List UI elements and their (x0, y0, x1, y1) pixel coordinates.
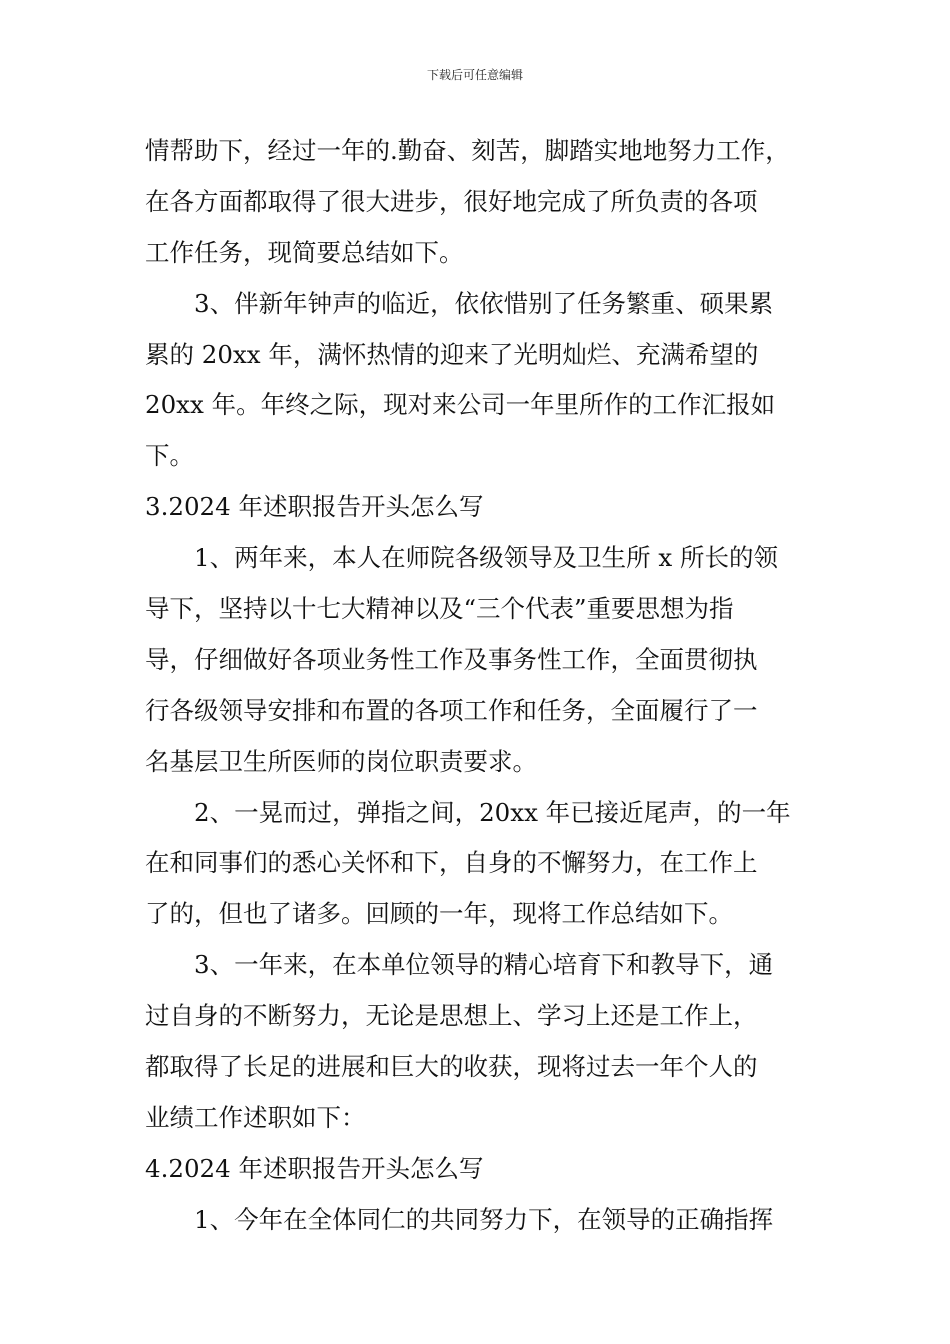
text-line: 下。 (145, 441, 194, 471)
document-body (145, 126, 810, 1246)
text-line: 了的，但也了诸多。回顾的一年，现将工作总结如下。 (145, 899, 733, 929)
text-line: 3、伴新年钟声的临近，依依惜别了任务繁重、硕果累 (194, 288, 774, 318)
text-line: 工作任务，现简要总结如下。 (145, 237, 464, 267)
text-line: 2、一晃而过，弹指之间，20xx 年已接近尾声，的一年 (194, 797, 791, 827)
text-line: 20xx 年。年终之际，现对来公司一年里所作的工作汇报如 (145, 390, 776, 420)
text-line: 3、一年来，在本单位领导的精心培育下和教导下，通 (194, 950, 774, 980)
text-line: 都取得了长足的进展和巨大的收获，现将过去一年个人的 (145, 1052, 758, 1082)
text-line: 情帮助下，经过一年的.勤奋、刻苦，脚踏实地地努力工作， (145, 136, 790, 165)
text-line: 导下，坚持以十七大精神以及“三个代表”重要思想为指 (145, 594, 734, 624)
text-line: 名基层卫生所医师的岗位职责要求。 (145, 746, 537, 776)
page-header: 下载后可任意编辑 (426, 68, 523, 82)
text-line: 行各级领导安排和布置的各项工作和任务，全面履行了一 (145, 695, 758, 725)
text-line: 在和同事们的悉心关怀和下，自身的不懈努力，在工作上 (145, 848, 758, 878)
text-line: 累的 20xx 年，满怀热情的迎来了光明灿烂、充满希望的 (145, 339, 759, 369)
text-line: 4.2024 年述职报告开头怎么写 (145, 1153, 484, 1183)
text-line: 1、两年来，本人在师院各级领导及卫生所 x 所长的领 (194, 543, 778, 573)
text-line: 3.2024 年述职报告开头怎么写 (145, 492, 484, 522)
text-line: 过自身的不断努力，无论是思想上、学习上还是工作上， (145, 1001, 758, 1031)
text-line: 1、今年在全体同仁的共同努力下，在领导的正确指挥 (194, 1204, 774, 1234)
text-line: 在各方面都取得了很大进步，很好地完成了所负责的各项 (145, 186, 758, 216)
text-line: 导，仔细做好各项业务性工作及事务性工作，全面贯彻执 (145, 644, 758, 674)
text-line: 业绩工作述职如下： (145, 1102, 366, 1132)
